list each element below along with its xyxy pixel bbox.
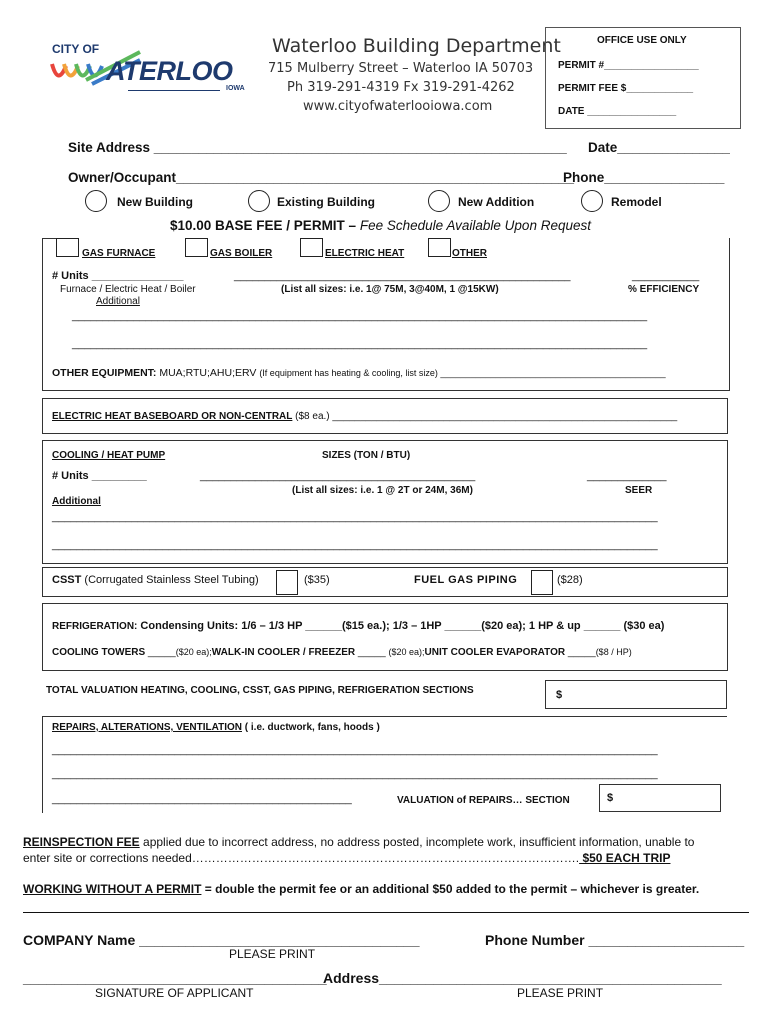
efficiency-label: % EFFICIENCY bbox=[628, 284, 700, 295]
reinspection-text-2: enter site or corrections needed……………………………………………………………………………………. bbox=[23, 851, 580, 865]
baseboard-label: ELECTRIC HEAT BASEBOARD OR NON-CENTRAL bbox=[52, 411, 293, 422]
reinspection-text-1: applied due to incorrect address, no address posted, incomplete work, insufficient information, unable to bbox=[139, 835, 695, 849]
site-address-field[interactable]: Site Address _______________________________________________________ bbox=[68, 140, 567, 155]
fuel-gas-fee: ($28) bbox=[557, 574, 583, 586]
label-new-addition: New Addition bbox=[458, 195, 535, 209]
unit-cooler-fee: ($8 / HP) bbox=[595, 647, 632, 657]
refrigeration-row1-text: Condensing Units: 1/6 – 1/3 HP ______($15 ea.); 1/3 – 1HP ______($20 ea); 1 HP & up ______ ($30 ea) bbox=[137, 620, 665, 632]
seer-field[interactable]: _____________ bbox=[587, 470, 667, 482]
repairs-line-1[interactable]: ___________________________________________________________________________________________________ bbox=[52, 744, 658, 756]
heating-top-line bbox=[42, 238, 56, 239]
logo-city-of: CITY OF bbox=[52, 42, 100, 56]
repairs-dollar: $ bbox=[607, 792, 614, 804]
dept-website: www.cityofwaterlooiowa.com bbox=[303, 99, 493, 114]
csst-desc: (Corrugated Stainless Steel Tubing) bbox=[81, 574, 259, 586]
logo-state: IOWA bbox=[226, 85, 245, 92]
repairs-valuation-label: VALUATION of REPAIRS… SECTION bbox=[397, 795, 570, 806]
fee-schedule-note: Fee Schedule Available Upon Request bbox=[359, 218, 591, 233]
company-name-field[interactable]: COMPANY Name ____________________________________ bbox=[23, 932, 420, 948]
other-equipment-label: OTHER EQUIPMENT: bbox=[52, 367, 157, 379]
refrigeration-row-2[interactable] bbox=[52, 647, 632, 658]
address-field[interactable]: Address____________________________________________ bbox=[323, 970, 722, 986]
permit-fee-field[interactable]: PERMIT FEE $____________ bbox=[558, 83, 694, 94]
divider bbox=[23, 912, 749, 913]
heating-sizes-field[interactable]: _______________________________________________________ bbox=[234, 270, 571, 282]
radio-new-building[interactable] bbox=[85, 190, 107, 212]
cooling-sizes-label: SIZES (TON / BTU) bbox=[322, 450, 411, 461]
checkbox-gas-furnace[interactable] bbox=[56, 238, 79, 257]
without-permit-text: = double the permit fee or an additional $50 added to the permit – whichever is greater. bbox=[201, 882, 700, 896]
csst-line bbox=[52, 574, 259, 586]
dept-name: Waterloo Building Department bbox=[272, 35, 561, 57]
phone-number-field[interactable]: Phone Number ____________________ bbox=[485, 932, 745, 948]
radio-remodel[interactable] bbox=[581, 190, 603, 212]
signature-label: SIGNATURE OF APPLICANT bbox=[95, 986, 254, 1000]
cooling-towers-blank: _____ bbox=[145, 647, 176, 658]
heating-units-field[interactable]: # Units _______________ bbox=[52, 270, 184, 282]
repairs-valuation-box[interactable] bbox=[599, 784, 721, 812]
checkbox-electric-heat[interactable] bbox=[300, 238, 323, 257]
dept-address: 715 Mulberry Street – Waterloo IA 50703 bbox=[268, 61, 534, 76]
reinspection-label: REINSPECTION FEE bbox=[23, 835, 140, 849]
city-logo bbox=[48, 40, 248, 98]
total-valuation-label: TOTAL VALUATION HEATING, COOLING, CSST, GAS PIPING, REFRIGERATION SECTIONS bbox=[46, 685, 474, 696]
site-date-field[interactable]: Date_______________ bbox=[588, 140, 730, 155]
label-remodel: Remodel bbox=[611, 195, 662, 209]
radio-existing-building[interactable] bbox=[248, 190, 270, 212]
reinspection-line-1 bbox=[23, 835, 694, 849]
cooling-sizes-hint: (List all sizes: i.e. 1 @ 2T or 24M, 36M) bbox=[292, 485, 473, 496]
repairs-header bbox=[52, 722, 380, 733]
dept-phone: Ph 319-291-4319 Fx 319-291-4262 bbox=[287, 80, 515, 95]
repairs-line-2[interactable]: ___________________________________________________________________________________________________ bbox=[52, 768, 658, 780]
cooling-line-1[interactable]: ___________________________________________________________________________________________________ bbox=[52, 511, 658, 523]
owner-phone-field[interactable]: Phone________________ bbox=[563, 170, 725, 185]
checkbox-fuel-gas[interactable] bbox=[531, 570, 553, 595]
label-gas-furnace: GAS FURNACE bbox=[82, 248, 156, 259]
cooling-line-2[interactable]: ___________________________________________________________________________________________________ bbox=[52, 539, 658, 551]
heating-additional: Additional bbox=[96, 296, 140, 307]
cooling-towers-label: COOLING TOWERS bbox=[52, 647, 146, 658]
unit-cooler-label: UNIT COOLER EVAPORATOR bbox=[424, 647, 566, 658]
office-use-title: OFFICE USE ONLY bbox=[597, 35, 687, 46]
office-use-box bbox=[545, 27, 741, 129]
repairs-hint: ( i.e. ductwork, fans, hoods ) bbox=[242, 722, 380, 733]
office-date-field[interactable]: DATE ________________ bbox=[558, 106, 677, 117]
heating-units-desc: Furnace / Electric Heat / Boiler bbox=[60, 284, 196, 295]
cooling-additional: Additional bbox=[52, 496, 101, 507]
logo-name bbox=[106, 56, 233, 87]
baseboard-line[interactable] bbox=[52, 411, 677, 422]
efficiency-field[interactable]: ___________ bbox=[632, 270, 700, 282]
logo-name-rest: ATERLOO bbox=[106, 56, 233, 86]
cooling-sizes-field[interactable]: _____________________________________________ bbox=[200, 470, 476, 482]
cooling-units-field[interactable]: # Units _________ bbox=[52, 470, 147, 482]
base-fee-text: $10.00 BASE FEE / PERMIT – bbox=[170, 218, 360, 233]
checkbox-gas-boiler[interactable] bbox=[185, 238, 208, 257]
heating-line-1[interactable]: ______________________________________________________________________________________________ bbox=[72, 310, 648, 322]
total-dollar: $ bbox=[556, 689, 563, 701]
csst-fee: ($35) bbox=[304, 574, 330, 586]
seer-label: SEER bbox=[625, 485, 653, 496]
walk-in-blank: _____ bbox=[355, 647, 389, 658]
other-equipment-hint: (If equipment has heating & cooling, list size) _____________________________________________ bbox=[259, 368, 666, 378]
please-print-1: PLEASE PRINT bbox=[229, 947, 316, 961]
unit-cooler-blank: _____ bbox=[565, 647, 596, 658]
heating-sizes-hint: (List all sizes: i.e. 1@ 75M, 3@40M, 1 @15KW) bbox=[281, 284, 499, 295]
label-other: OTHER bbox=[452, 248, 487, 259]
without-permit-line bbox=[23, 882, 699, 896]
csst-label: CSST bbox=[52, 574, 82, 586]
without-permit-label: WORKING WITHOUT A PERMIT bbox=[23, 882, 202, 896]
reinspection-amount: $50 EACH TRIP bbox=[579, 851, 671, 865]
please-print-2: PLEASE PRINT bbox=[517, 986, 604, 1000]
other-equipment-text: MUA;RTU;AHU;ERV bbox=[156, 367, 260, 379]
refrigeration-row-1[interactable] bbox=[52, 620, 664, 632]
refrigeration-label: REFRIGERATION: bbox=[52, 621, 138, 632]
cooling-towers-fee: ($20 ea); bbox=[175, 647, 212, 657]
reinspection-line-2 bbox=[23, 851, 670, 865]
fuel-gas-label: FUEL GAS PIPING bbox=[414, 574, 518, 586]
label-electric-heat: ELECTRIC HEAT bbox=[325, 248, 405, 259]
walk-in-label: WALK-IN COOLER / FREEZER bbox=[211, 647, 356, 658]
label-existing-building: Existing Building bbox=[277, 195, 375, 209]
permit-number-field[interactable]: PERMIT #_________________ bbox=[558, 60, 699, 71]
label-new-building: New Building bbox=[117, 195, 193, 209]
baseboard-text: ($8 ea.) ______________________________________________________________ bbox=[292, 411, 678, 422]
checkbox-csst[interactable] bbox=[276, 570, 298, 595]
label-gas-boiler: GAS BOILER bbox=[210, 248, 273, 259]
other-equipment-line[interactable] bbox=[52, 367, 666, 379]
checkbox-other[interactable] bbox=[428, 238, 451, 257]
refrigeration-section bbox=[42, 603, 728, 671]
walk-in-fee: ($20 ea); bbox=[388, 647, 425, 657]
owner-field[interactable]: Owner/Occupant_____________________________________________________ bbox=[68, 170, 574, 185]
signature-field[interactable]: _______________________________________ bbox=[23, 970, 327, 986]
repairs-valuation-line[interactable]: _________________________________________________ bbox=[52, 793, 352, 805]
radio-new-addition[interactable] bbox=[428, 190, 450, 212]
base-fee-line bbox=[170, 218, 591, 233]
repairs-label: REPAIRS, ALTERATIONS, VENTILATION bbox=[52, 722, 242, 733]
cooling-label: COOLING / HEAT PUMP bbox=[52, 450, 166, 461]
total-valuation-box[interactable] bbox=[545, 680, 727, 709]
heating-line-2[interactable]: ______________________________________________________________________________________________ bbox=[72, 338, 648, 350]
